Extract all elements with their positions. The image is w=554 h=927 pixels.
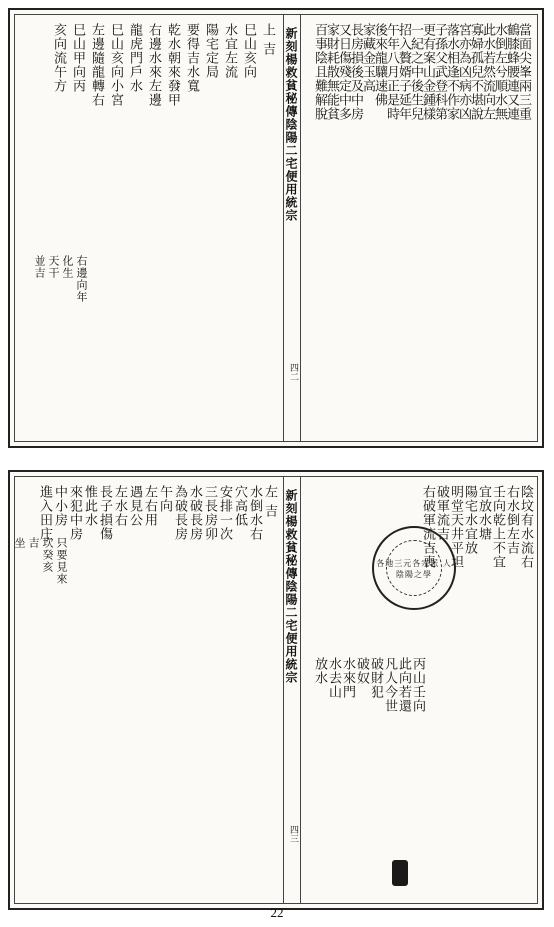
ink-stamp: [392, 860, 408, 886]
top-band-folio: 四二: [288, 363, 298, 381]
top-right-column-3: 水倒左兮順水無: [492, 23, 507, 121]
bottom-right-column-2: 右水倒左吉: [504, 485, 519, 555]
top-page-frame: [14, 14, 538, 442]
bottom-page-frame: [14, 476, 538, 904]
top-right-column-9: 更有案山金鍾樣: [420, 23, 435, 121]
bottom-left-column-11: 左水右: [112, 485, 127, 527]
bottom-left-column-1: 左 吉: [262, 485, 277, 519]
top-left-note-4: 並吉: [33, 255, 46, 279]
top-band-title: 新刻楊救貧秘傳陰陽二宅便用統宗: [284, 27, 298, 222]
bottom-left-column-16: 進入田庄: [37, 485, 52, 541]
bottom-left-column-6: 水破長房: [187, 485, 202, 541]
top-left-note-1: 右邊向年: [75, 255, 88, 303]
top-left-column-8: 龍虎門戶水: [127, 23, 142, 93]
bottom-left-note-2: 坎癸亥: [41, 537, 54, 573]
top-right-column-17: 家財耗散無能貧: [324, 23, 339, 121]
top-right-column-6: 宮亦為凶病亦凶: [456, 23, 471, 121]
top-right-column-4: 此水若然流向左: [480, 23, 495, 121]
top-right-column-1: 當面尖峯兩三重: [516, 23, 531, 121]
top-right-column-13: 後來龍驤速佛: [372, 23, 387, 107]
bottom-right-lower-column-1: 丙山壬向: [410, 657, 425, 713]
top-left-column-12: 亥向流午方: [51, 23, 66, 93]
top-left-column-10: 左邊隨龍轉右: [89, 23, 104, 107]
bottom-right-column-5: 陽宅水宜放: [462, 485, 477, 555]
bottom-left-column-5: 三長房卯: [202, 485, 217, 541]
bottom-left-column-8: 午向: [157, 485, 172, 513]
bottom-left-column-13: 惟此水: [82, 485, 97, 527]
top-right-column-18: 百事陰且難解脫: [312, 23, 327, 121]
top-right-column-12: 午年八月正是時: [384, 23, 399, 121]
top-left-column-9: 巳山亥向小宮: [108, 23, 123, 107]
top-right-column-2: 鶴膝蜂腰連又連: [504, 23, 519, 121]
bottom-right-column-3: 壬向乾上不宜: [490, 485, 505, 569]
top-right-column-14: 家藏金玉高: [360, 23, 375, 93]
bottom-left-column-15: 中小房: [52, 485, 67, 527]
bottom-right-column-8: 右破軍流吉喪: [420, 485, 435, 569]
top-left-column-6: 乾水朝來發甲: [165, 23, 180, 107]
top-right-column-10: 一紀之中後生兒: [408, 23, 423, 121]
bottom-left-column-10: 遇見公: [127, 485, 142, 527]
bottom-right-lower-column-3: 凡人今世: [382, 657, 397, 713]
top-left-column-3: 水宜左流: [222, 23, 237, 79]
bottom-right-lower-column-4: 破財犯: [368, 657, 383, 699]
bottom-left-half: [15, 477, 283, 903]
top-page: [8, 8, 544, 448]
bottom-left-column-2: 水倒水右: [247, 485, 262, 541]
bottom-left-column-3: 穴高低: [232, 485, 247, 527]
bottom-left-column-9: 左右用: [142, 485, 157, 527]
bottom-left-column-7: 為破長房: [172, 485, 187, 541]
top-left-note-2: 化生: [61, 255, 74, 279]
compass-seal: [372, 526, 456, 610]
bottom-right-column-6: 明堂天井平坦: [448, 485, 463, 569]
top-left-column-1: 上 吉: [260, 23, 275, 57]
bottom-band-title: 新刻楊救貧秘傳陰陽二宅便用統宗: [284, 489, 298, 684]
page-number: 22: [270, 905, 284, 920]
bottom-right-lower-column-2: 此向若還: [396, 657, 411, 713]
top-right-column-5: 寡婦孤兒不堪說: [468, 23, 483, 121]
top-right-column-11: 招入贅婿子延年: [396, 23, 411, 121]
bottom-band-folio: 四三: [288, 825, 298, 843]
bottom-left-column-14: 來犯中房: [67, 485, 82, 541]
bottom-right-column-7: 破軍流吉: [434, 485, 449, 541]
top-left-column-5: 要得吉水寬: [184, 23, 199, 93]
bottom-left-note-3: 吉: [27, 537, 40, 549]
bottom-left-note-1: 只要見來: [55, 537, 68, 585]
top-left-note-3: 天干: [47, 255, 60, 279]
bottom-left-column-12: 長子損傷: [97, 485, 112, 541]
top-right-column-15: 長房損後及中房: [348, 23, 363, 121]
top-left-column-2: 巳山亥向: [241, 23, 256, 79]
top-right-column-7: 落水相逢不作家: [444, 23, 459, 121]
top-right-half: [289, 15, 537, 441]
bottom-right-column-1: 陰坟有水流右: [518, 485, 533, 569]
top-left-column-4: 陽宅定局: [203, 23, 218, 79]
top-right-column-8: 子孫父武登科第: [432, 23, 447, 121]
bottom-right-lower-column-7: 水去山: [326, 657, 341, 699]
bottom-right-lower-column-8: 放水: [312, 657, 327, 685]
top-left-column-11: 巳山甲向丙: [70, 23, 85, 93]
top-right-column-16: 又日傷殘定中多: [336, 23, 351, 121]
bottom-right-lower-column-5: 破奴: [354, 657, 369, 685]
bottom-right-lower-column-6: 水來門: [340, 657, 355, 699]
compass-seal-text: 各地三元各宗派 人陰陽之學: [376, 559, 452, 579]
bottom-right-column-4: 宜放水塘: [476, 485, 491, 541]
top-left-column-7: 右邊水來左邊: [146, 23, 161, 107]
bottom-left-column-4: 安排一次: [217, 485, 232, 541]
bottom-page: [8, 470, 544, 910]
top-left-half: [15, 15, 283, 441]
bottom-left-note-4: 坐: [13, 537, 26, 549]
